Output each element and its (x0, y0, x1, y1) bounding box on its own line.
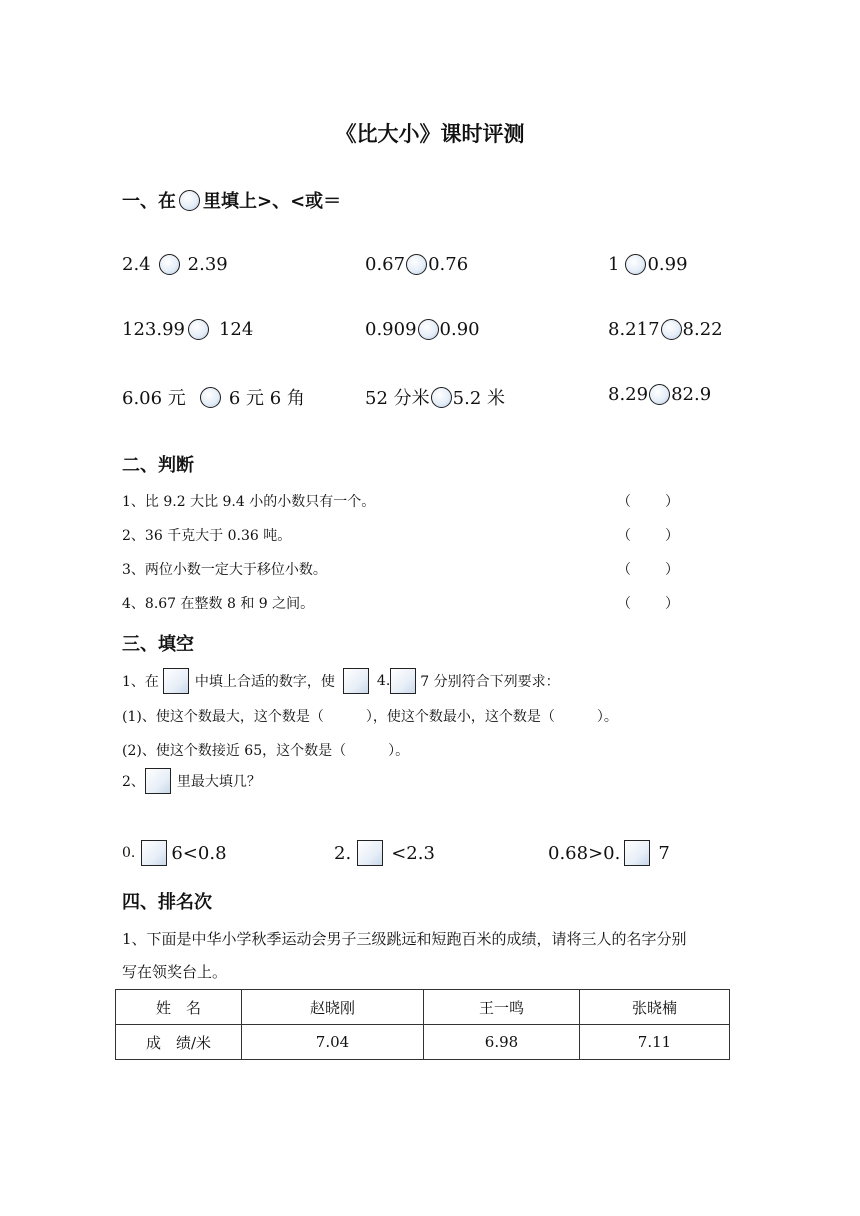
compare-right: 0.90 (439, 319, 480, 340)
square-blank-icon (145, 768, 171, 794)
compare-left: 0.67 (365, 254, 406, 275)
fill-item (548, 840, 670, 866)
section4-heading: 四、排名次 (122, 892, 212, 913)
judge-paren-open: （ (617, 494, 631, 510)
page-title: 《比大小》课时评测 (335, 122, 525, 146)
judge-paren-open: （ (617, 596, 631, 612)
table-cell: 张晓楠 (580, 990, 730, 1025)
judge-paren-close: ） (665, 528, 679, 544)
compare-blank[interactable] (188, 319, 209, 340)
section2-heading: 二、判断 (122, 455, 194, 476)
judge-paren-open: （ (617, 562, 631, 578)
compare-right: 124 (218, 319, 254, 340)
fill-right: 6<0.8 (171, 842, 227, 864)
digit-box[interactable] (357, 840, 383, 866)
digit-box[interactable] (343, 668, 369, 694)
table-cell: 王一鸣 (424, 990, 580, 1025)
fill-sub-1: (1)、使这个数最大，这个数是（ ），使这个数最小，这个数是（ ）。 (122, 709, 618, 725)
digit-box[interactable] (624, 840, 650, 866)
compare-blank[interactable] (406, 254, 427, 275)
fill-sub-2: (2)、使这个数接近 65，这个数是（ ）。 (122, 743, 410, 759)
table-cell: 成 绩/米 (116, 1025, 242, 1060)
compare-left: 2.4 (122, 254, 151, 275)
compare-right: 0.99 (647, 254, 688, 275)
fill-left: 0. (122, 845, 136, 861)
compare-right: 2.39 (187, 254, 228, 275)
digit-box[interactable] (141, 840, 167, 866)
compare-blank[interactable] (661, 319, 682, 340)
compare-blank[interactable] (431, 387, 452, 408)
compare-item (365, 384, 505, 410)
judge-paren-close: ） (665, 494, 679, 510)
judge-paren-close: ） (665, 562, 679, 578)
table-cell: 7.04 (242, 1025, 424, 1060)
compare-left: 123.99 (122, 319, 185, 340)
compare-blank[interactable] (200, 387, 221, 408)
rank-question-line1: 1、下面是中华小学秋季运动会男子三级跳远和短跑百米的成绩，请将三人的名字分别 (122, 930, 687, 948)
compare-item (608, 384, 711, 405)
fill-right: <2.3 (391, 842, 435, 864)
table-cell: 赵晓刚 (242, 990, 424, 1025)
q1-text-a: 1、在 (122, 674, 159, 690)
compare-right: 0.76 (428, 254, 469, 275)
compare-blank[interactable] (625, 254, 646, 275)
compare-left: 6.06 元 (122, 388, 186, 409)
section1-suffix: 里填上>、<或＝ (203, 191, 342, 212)
fill-left: 2. (334, 842, 352, 864)
fill-question-2 (122, 768, 261, 794)
compare-item (122, 319, 253, 340)
section1-heading (122, 187, 341, 213)
q1-text-d: 7 分别符合下列要求： (420, 674, 560, 690)
compare-left: 52 分米 (365, 388, 430, 409)
digit-box[interactable] (390, 668, 416, 694)
fill-question-1 (122, 668, 560, 694)
section3-heading: 三、填空 (122, 634, 194, 655)
compare-right: 8.22 (682, 319, 723, 340)
judge-item-text: 1、比 9.2 大比 9.4 小的小数只有一个。 (122, 494, 376, 510)
compare-item (365, 319, 480, 340)
compare-left: 8.29 (608, 384, 649, 405)
compare-item (608, 254, 688, 275)
q1-text-b: 中填上合适的数字，使 (194, 674, 335, 690)
judge-paren-close: ） (665, 596, 679, 612)
fill-item (334, 840, 435, 866)
compare-blank[interactable] (159, 254, 180, 275)
compare-right: 6 元 6 角 (228, 388, 305, 409)
judge-item-text: 4、8.67 在整数 8 和 9 之间。 (122, 596, 315, 612)
q2-text-b: 里最大填几？ (176, 774, 261, 790)
rank-question-line2: 写在领奖台上。 (122, 963, 228, 981)
judge-paren-open: （ (617, 528, 631, 544)
circle-blank-icon (179, 190, 200, 211)
fill-left: 0.68>0. (548, 842, 621, 864)
compare-item (122, 254, 228, 275)
q1-text-c: 4. (376, 673, 391, 689)
square-blank-icon (163, 668, 189, 694)
fill-item (122, 840, 227, 866)
compare-right: 5.2 米 (452, 388, 505, 409)
fill-right: 7 (658, 842, 670, 864)
judge-item-text: 2、36 千克大于 0.36 吨。 (122, 528, 292, 544)
q2-text-a: 2、 (122, 774, 145, 790)
table-row (116, 1025, 730, 1060)
compare-left: 8.217 (608, 319, 660, 340)
compare-right: 82.9 (671, 384, 712, 405)
compare-blank[interactable] (649, 384, 670, 405)
table-header-row (116, 990, 730, 1025)
compare-left: 0.909 (365, 319, 417, 340)
table-cell: 7.11 (580, 1025, 730, 1060)
table-cell: 6.98 (424, 1025, 580, 1060)
compare-blank[interactable] (418, 319, 439, 340)
compare-item (608, 319, 723, 340)
judge-item-text: 3、两位小数一定大于移位小数。 (122, 562, 327, 578)
compare-left: 1 (608, 254, 620, 275)
score-table (115, 989, 730, 1060)
compare-item (365, 254, 468, 275)
table-cell: 姓 名 (116, 990, 242, 1025)
compare-item (122, 384, 305, 410)
section1-prefix: 一、在 (122, 191, 176, 212)
